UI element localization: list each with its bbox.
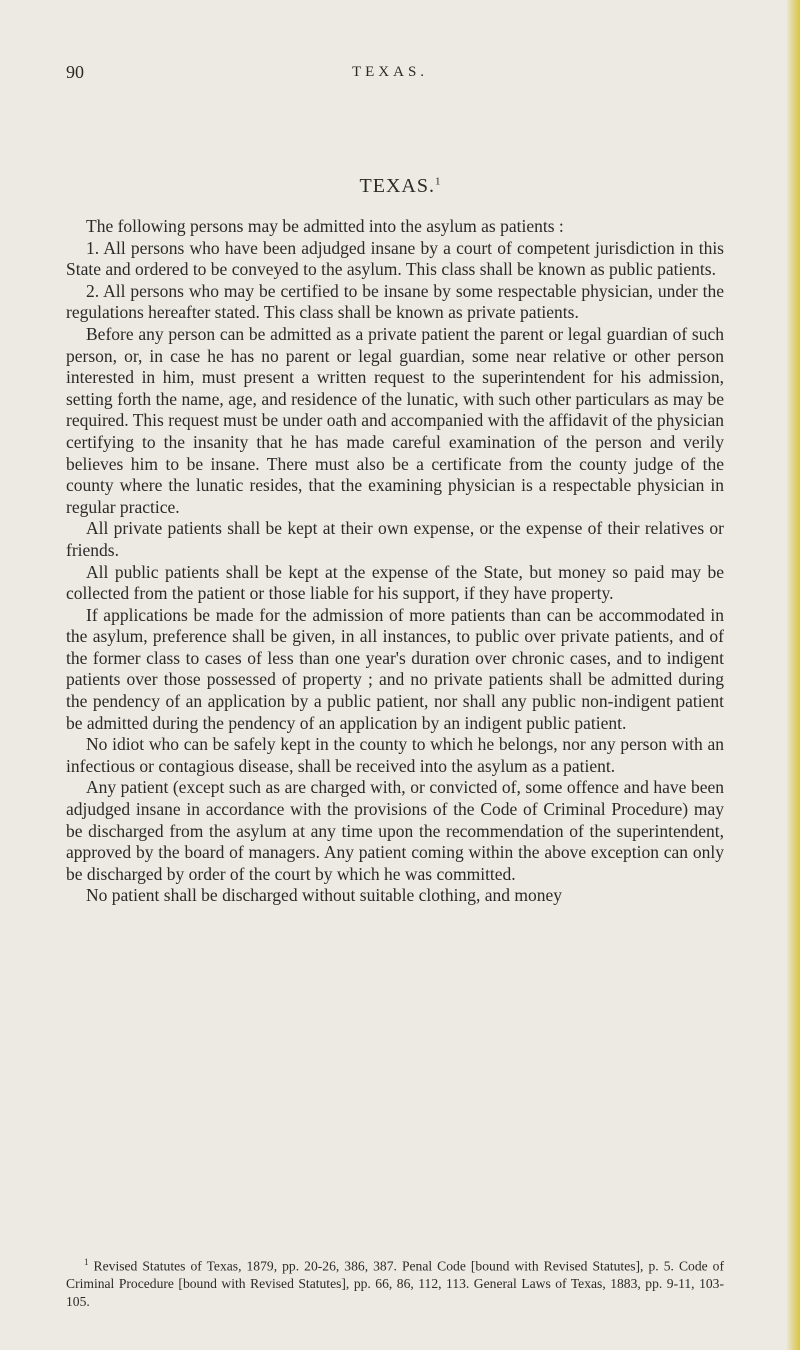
paragraph-private-patients: 2. All persons who may be certified to be insane by some respectable physician, under the regulations hereafter stated. This class shall be known as private patients. [66,280,724,323]
title-footnote-mark: 1 [434,175,441,188]
paragraph-discharge: Any patient (except such as are charged with, or convicted of, some offence and have been adjudged insane in accordance with the provisions of the Code of Criminal Procedure) may be discharged from the asylum at any time upon the recommendation of the superintendent, approved by the board of managers. Any patient coming within the above exception can only be discharged by order of the court by which he was committed. [66,777,724,884]
footnote-mark: 1 [84,1257,89,1267]
body-text [66,216,724,907]
paragraph-public-expense: All public patients shall be kept at the expense of the State, but money so paid may be collected from the patient or those liable for his support, if they have property. [66,561,724,604]
paragraph-admission-request: Before any person can be admitted as a private patient the parent or legal guardian of such person, or, in case he has no parent or legal guardian, some near relative or other person interested in him, must present a written request to the superintendent for his admission, setting forth the name, age, and residence of the lunatic, with such other particulars as may be required. This request must be under oath and accompanied with the affidavit of the physician certifying to the insanity that he has made careful examination of the person and verily believes him to be insane. There must also be a certificate from the county judge of the county where the lunatic resides, that the examining physician is a respectable physician in regular practice. [66,323,724,517]
running-head: TEXAS. [351,64,429,80]
page-edge [786,0,800,1350]
paragraph-clothing: No patient shall be discharged without suitable clothing, and money [86,885,562,906]
paragraph-idiot-exclusion: No idiot who can be safely kept in the county to which he belongs, nor any person with an infectious or contagious disease, shall be received into the asylum as a patient. [66,734,724,776]
paragraph-private-expense: All private patients shall be kept at their own expense, or the expense of their relatives or friends. [66,518,724,560]
paragraph-preference: If applications be made for the admission of more patients than can be accommodated in the asylum, preference shall be given, in all instances, to public over private patients, and of the former class to cases of less than one year's duration over chronic cases, and to indigent patients over those possessed of property ; and no private patients shall be admitted during the pendency of an application by a public patient, nor shall any public non-indigent patient be admitted during the pendency of an application by an indigent public patient. [66,604,724,733]
paragraph-public-patients: 1. All persons who have been adjudged insane by a court of competent jurisdiction in this State and ordered to be conveyed to the asylum. This class shall be known as public patients. [66,237,724,280]
footnote [66,1254,724,1310]
section-title-text: TEXAS. [359,175,435,197]
footnote-text: Revised Statutes of Texas, 1879, pp. 20-26, 386, 387. Penal Code [bound with Revised Statutes], p. 5. Code of Criminal Procedure [bound with Revised Statutes], pp. 66, 86, 112, 113. General Laws of Texas, 1883, pp. 9-11, 103-105. [66,1258,725,1309]
paragraph-intro: The following persons may be admitted into the asylum as patients : [86,216,564,236]
page-header [66,62,766,86]
page-number: 90 [66,62,84,82]
footnotes [66,1254,724,1310]
section-title [0,175,800,198]
